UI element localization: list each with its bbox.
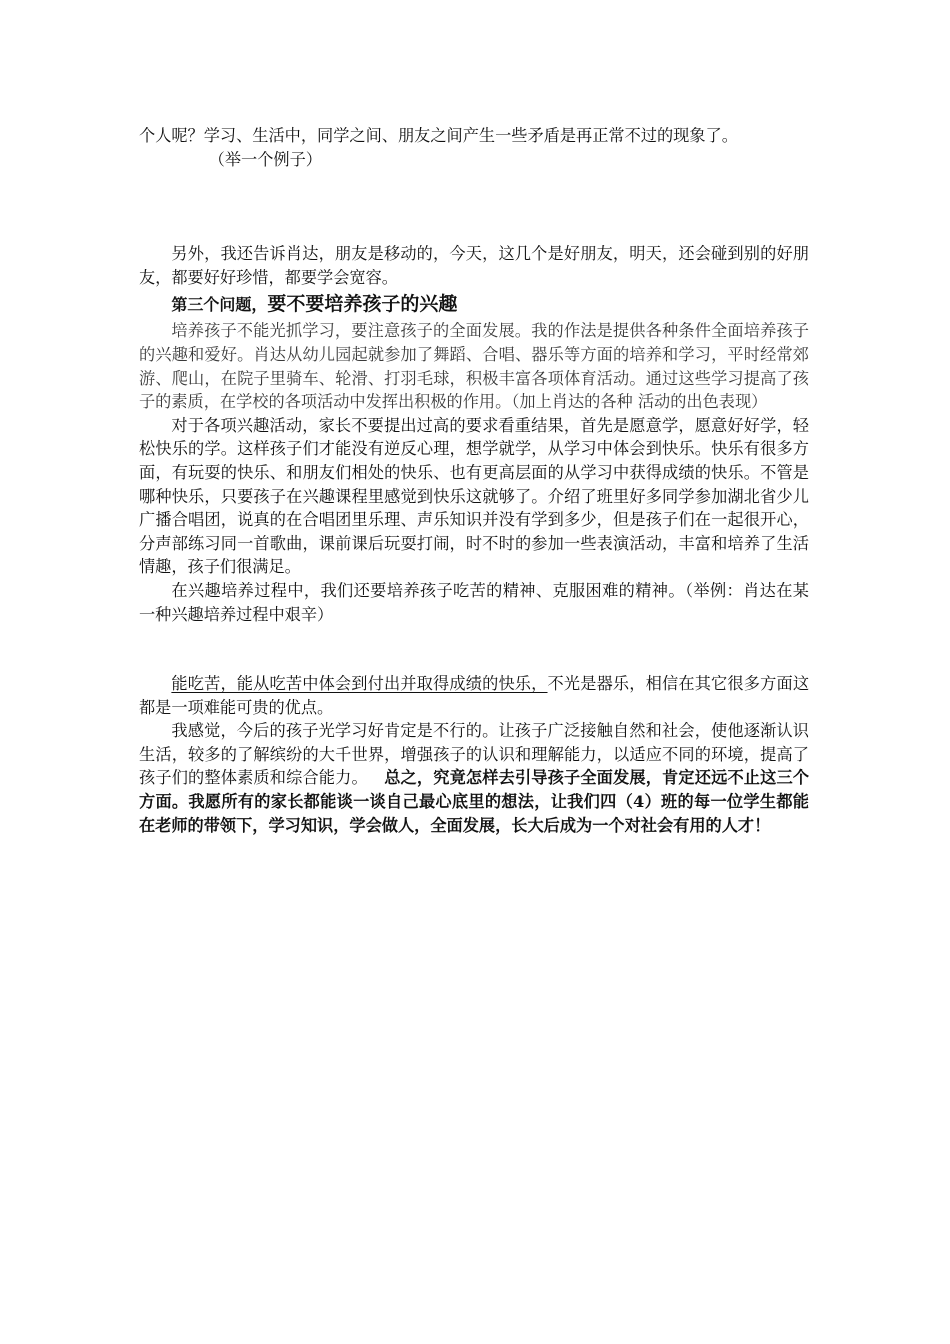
paragraph-friends-move: 另外，我还告诉肖达，朋友是移动的，今天，这几个是好朋友，明天，还会碰到别的好朋友，都要好好珍惜，都要学会宽容。 (139, 244, 809, 287)
underlined-phrase: 能吃苦，能从吃苦中体会到付出并取得成绩的快乐， (171, 674, 548, 694)
heading-prefix: 第三个问题， (171, 295, 268, 315)
section-heading-third-question (139, 291, 809, 318)
document-page (139, 124, 809, 837)
paragraph-example-note: （举一个例子） (208, 149, 322, 169)
paragraph-conflict-normal: 个人呢？学习、生活中，同学之间、朋友之间产生一些矛盾是再正常不过的现象了。 (139, 126, 738, 145)
paragraph-endure-hardship: 在兴趣培养过程中，我们还要培养孩子吃苦的精神、克服困难的精神。（举例：肖达在某一种兴趣培养过程中艰辛） (139, 580, 809, 624)
paragraph-interest-activities: 对于各项兴趣活动，家长不要提出过高的要求看重结果，首先是愿意学，愿意好好学，轻松快乐的学。这样孩子们才能没有逆反心理，想学就学，从学习中体会到快乐。快乐有很多方面，有玩耍的快乐、和朋友们相处的快乐、也有更高层面的从学习中获得成绩的快乐。不管是哪种快乐，只要孩子在兴趣课程里感觉到快乐这就够了。介绍了班里好多同学参加湖北省少儿广播合唱团，说真的在合唱团里乐理、声乐知识并没有学到多少，但是孩子们在一起很开心，分声部练习同一首歌曲，课前课后玩耍打闹，时不时的参加一些表演活动，丰富和培养了生活情趣，孩子们很满足。 (139, 415, 809, 577)
paragraph-hardship-joy-rest: 不光是器乐，相信在其它很多方面这都是一项难能可贵的优点。 (139, 674, 810, 717)
paragraph-hardship-joy (139, 672, 809, 719)
paragraph-conclusion-text: 我感觉，今后的孩子光学习好肯定是不行的。让孩子广泛接触自然和社会，使他逐渐认识生活，较多的了解缤纷的大千世界，增强孩子的认识和理解能力，以适应不同的环境，提高了孩子们的整体素质和综合能力。 (139, 721, 809, 788)
blank-space (139, 626, 809, 672)
heading-title: 要不要培养孩子的兴趣 (267, 293, 458, 316)
paragraph-conclusion-bold: 总之，究竟怎样去引导孩子全面发展，肯定还远不止这三个方面。我愿所有的家长都能谈一谈自己最心底里的想法，让我们四（4）班的每一位学生都能在老师的带领下，学习知识，学会做人，全面发展，长大后成为一个对社会有用的人才！ (139, 768, 810, 835)
paragraph-conclusion (139, 719, 809, 837)
blank-space (139, 171, 809, 242)
paragraph-all-round-development: 培养孩子不能光抓学习，要注意孩子的全面发展。我的作法是提供各种条件全面培养孩子的兴趣和爱好。肖达从幼儿园起就参加了舞蹈、合唱、器乐等方面的培养和学习，平时经常郊游、爬山，在院子里骑车、轮滑、打羽毛球，积极丰富各项体育活动。通过这些学习提高了孩子的素质，在学校的各项活动中发挥出积极的作用。（加上肖达的各种 活动的出色表现） (139, 321, 809, 412)
